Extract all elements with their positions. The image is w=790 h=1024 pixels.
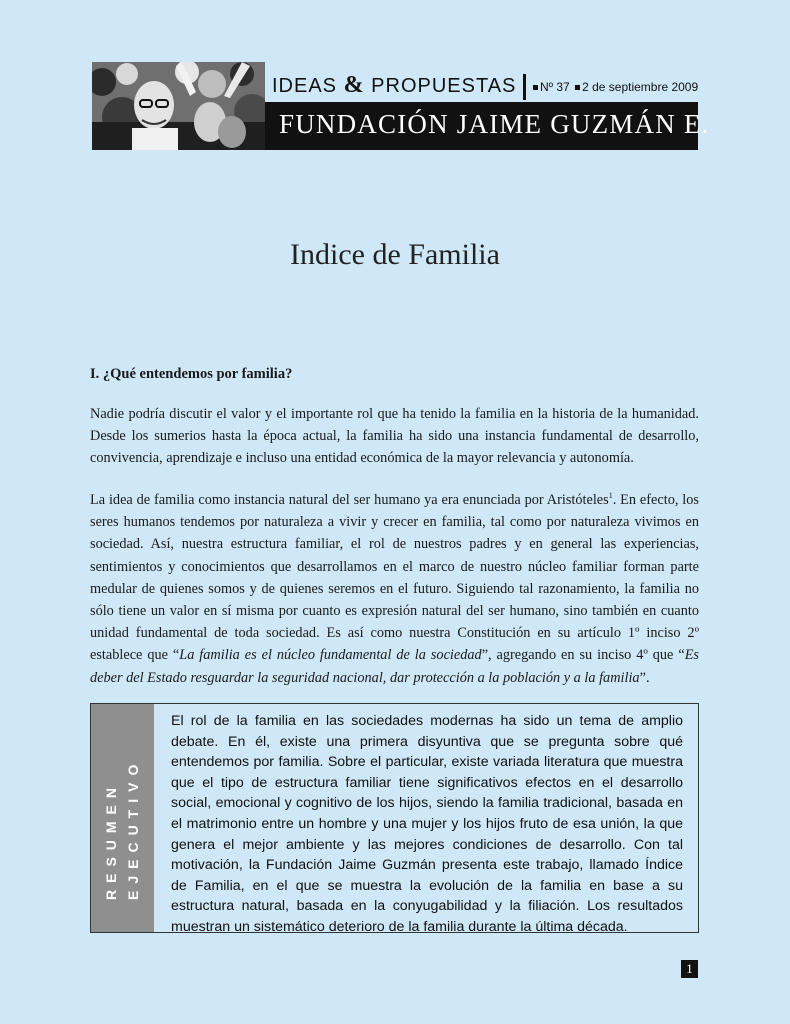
paragraph-1: Nadie podría discutir el valor y el importante rol que ha tenido la familia en la historia de la humanidad. Desde los sumerios hasta la época actual, la familia ha sido una instancia fundamental de desarrollo, convivencia, aprendizaje e incluso una entidad económica de la mayor relevancia y autonomía.	[90, 406, 699, 467]
section-heading: I. ¿Qué entendemos por familia?	[90, 366, 293, 382]
page-number: 1	[681, 960, 698, 978]
constitution-quote-2: Es deber del Estado resguardar la seguridad nacional, dar protección a la población y a la familia	[90, 647, 699, 686]
header-separator	[523, 74, 526, 100]
paragraph-2	[90, 489, 699, 689]
organization-name: FUNDACIÓN JAIME GUZMÁN E.	[279, 109, 710, 139]
summary-label-line2: EJECUTIVO	[125, 757, 141, 900]
paragraph-2-part-b: . En efecto, los seres humanos tendemos por naturaleza a vivir y crecer en familia, tal como por naturaleza vivimos en sociedad. Así, nuestra estructura familiar, el rol de nuestros padres y en general las experiencias, sentimientos y conocimientos que desarrollamos en el marco de nuestro núcleo familiar forman parte medular de quienes somos y de quienes seremos en el futuro. Siguiendo tal razonamiento, la familia no sólo tiene un valor en sí misma por cuanto es expresión natural del ser humano, sino también en cuanto unidad fundamental de toda sociedad. Es así como nuestra Constitución en su artículo 1º inciso 2º establece que “	[90, 492, 699, 664]
bullet-square-icon	[533, 85, 538, 90]
issue-date: 2 de septiembre 2009	[582, 80, 699, 94]
series-name-amp: &	[343, 72, 365, 98]
organization-band	[265, 102, 710, 150]
issue-info	[531, 80, 698, 94]
crowd-photo-image	[92, 62, 265, 150]
constitution-quote-1: La familia es el núcleo fundamental de la sociedad	[179, 647, 482, 664]
series-name-ideas: IDEAS	[272, 75, 338, 97]
header-photo	[92, 62, 265, 150]
paragraph-2-part-d: ”.	[639, 669, 650, 686]
summary-label-bar	[91, 704, 154, 932]
footnote-marker: 1	[608, 491, 613, 501]
series-name-propuestas: PROPUESTAS	[371, 75, 517, 97]
summary-text: El rol de la familia en las sociedades modernas ha sido un tema de amplio debate. En él, existe una primera disyuntiva que se pregunta sobre qué entendemos por familia. Sobre el particular, existe variada literatura que muestra que el tipo de estructura familiar tiene significativos efectos en el desarrollo social, emocional y cognitivo de los hijos, siendo la familia tradicional, basada en el matrimonio entre un hombre y una mujer y los hijos fruto de esa unión, la que genera el mejor ambiente y las mejores condiciones de desarrollo. Con tal motivación, la Fundación Jaime Guzmán presenta este trabajo, llamado Índice de Familia, en el que se muestra la evolución de la familia en base a su estructura natural, basada en la conyugabilidad y la filiación. Los resultados muestran un sistemático deterioro de la familia durante la última década.	[171, 713, 683, 935]
document-title: Indice de Familia	[290, 238, 500, 271]
series-name	[272, 72, 516, 99]
summary-label-line1: RESUMEN	[103, 780, 119, 900]
masthead	[92, 62, 710, 150]
bullet-square-icon	[575, 85, 580, 90]
issue-number: Nº 37	[540, 80, 570, 94]
paragraph-2-part-a: La idea de familia como instancia natural del ser humano ya era enunciada por Aristóteles	[90, 492, 609, 508]
executive-summary-box	[90, 703, 699, 933]
paragraph-2-part-c: ”, agregando en su inciso 4º que “	[481, 647, 685, 664]
